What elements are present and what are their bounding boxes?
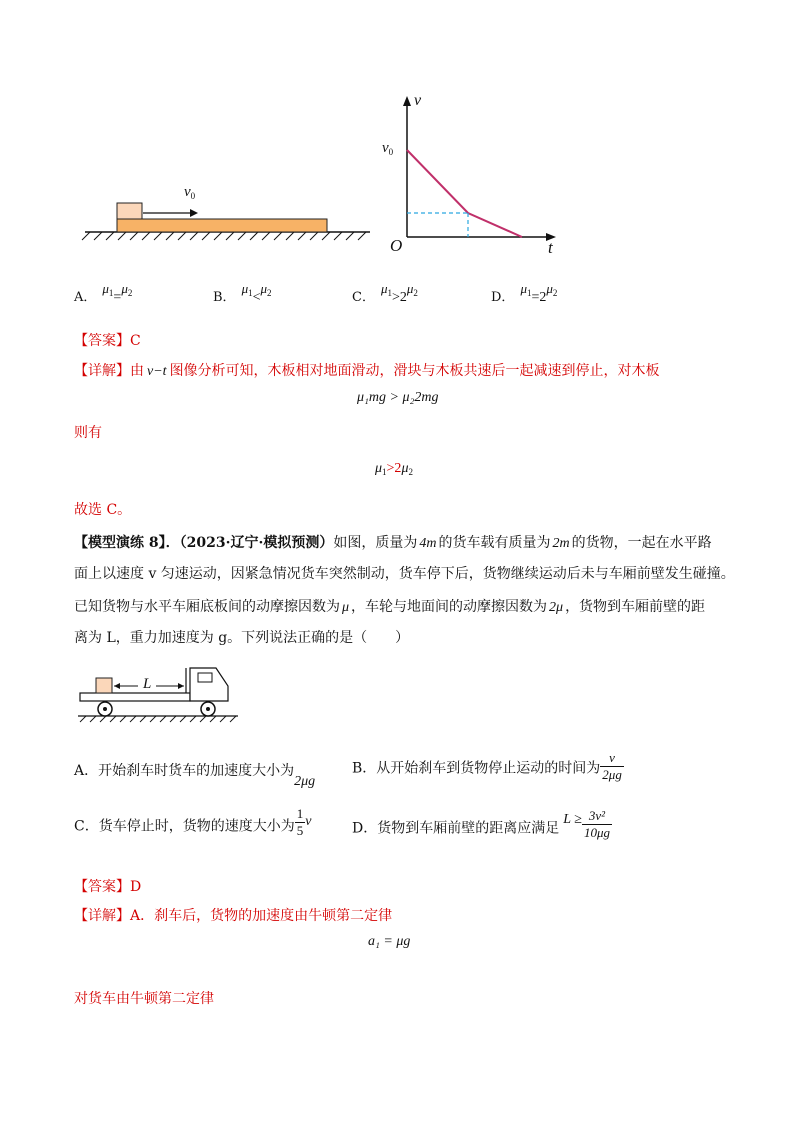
choose-1: 故选 C。	[74, 502, 132, 518]
v0-label: $v_0$	[184, 184, 196, 201]
q1-option-d[interactable]: D．$\mu_1=2\mu_2$	[491, 281, 558, 305]
v0-axis-label: $v_0$	[382, 140, 394, 157]
then-text: 则有	[74, 425, 102, 441]
slider-block	[117, 203, 142, 219]
arrow-icon	[190, 209, 198, 217]
q2-option-b[interactable]: B．从开始刹车到货物停止运动的时间为 $\frac{v}{2\mu g}$	[352, 750, 622, 782]
vt-graph	[380, 92, 570, 262]
origin-label: O	[390, 236, 403, 255]
equation-3: a₁ = μg	[368, 934, 411, 949]
plank	[117, 219, 327, 232]
axis-v-label: v	[414, 92, 422, 109]
q2-line-2: 面上以速度 v 匀速运动，因紧急情况货车突然制动，货车停下后，货物继续运动后未与车厢前壁发生碰撞。	[74, 566, 735, 582]
cargo-box	[96, 678, 112, 693]
q1-option-c[interactable]: C．$\mu_1>2\mu_2$	[352, 281, 418, 305]
block-plank-figure	[80, 180, 380, 250]
answer-2: 【答案】D	[74, 879, 142, 895]
q2-option-d[interactable]: D．货物到车厢前壁的距离应满足L ≥ $\frac{\text{3v²}}{10\mu g}$	[352, 808, 610, 840]
q2-option-c[interactable]: C．货车停止时，货物的速度大小为 $\frac{1}{5}$ v	[74, 806, 312, 838]
q2-line-3: 已知货物与水平车厢底板间的动摩擦因数为 μ ，车轮与地面间的动摩擦因数为 2μ ，货物到车厢前壁的距	[74, 599, 706, 615]
distance-L-label: L	[143, 676, 152, 692]
truck-newton-text: 对货车由牛顿第二定律	[74, 991, 214, 1007]
truck-figure	[78, 658, 248, 728]
q1-option-a[interactable]: A．$\mu_1=\mu_2$	[74, 281, 133, 305]
velocity-line	[407, 150, 522, 237]
q2-line-4: 离为 L，重力加速度为 g。下列说法正确的是（ ）	[74, 630, 410, 646]
detail-1: 【详解】由 v−t 图像分析可知，木板相对地面滑动，滑块与木板共速后一起减速到停止，对木板	[74, 363, 660, 379]
q2-option-a[interactable]: A．开始刹车时货车的加速度大小为2μg	[74, 763, 316, 789]
axis-t-label: t	[548, 238, 553, 257]
equation-2: $\mu_1>2\mu_2$	[375, 461, 413, 477]
q1-option-b[interactable]: B．$\mu_1<\mu_2$	[213, 281, 272, 305]
q2-line-1: 【模型演练 8】．（2023·辽宁·模拟预测）如图，质量为 4m 的货车载有质量为 2m 的货物，一起在水平路	[74, 535, 712, 551]
answer-1: 【答案】C	[74, 333, 141, 349]
equation-1: μ₁mg > μ₂2mg	[357, 390, 439, 405]
detail-2: 【详解】A．刹车后，货物的加速度由牛顿第二定律	[74, 908, 393, 924]
